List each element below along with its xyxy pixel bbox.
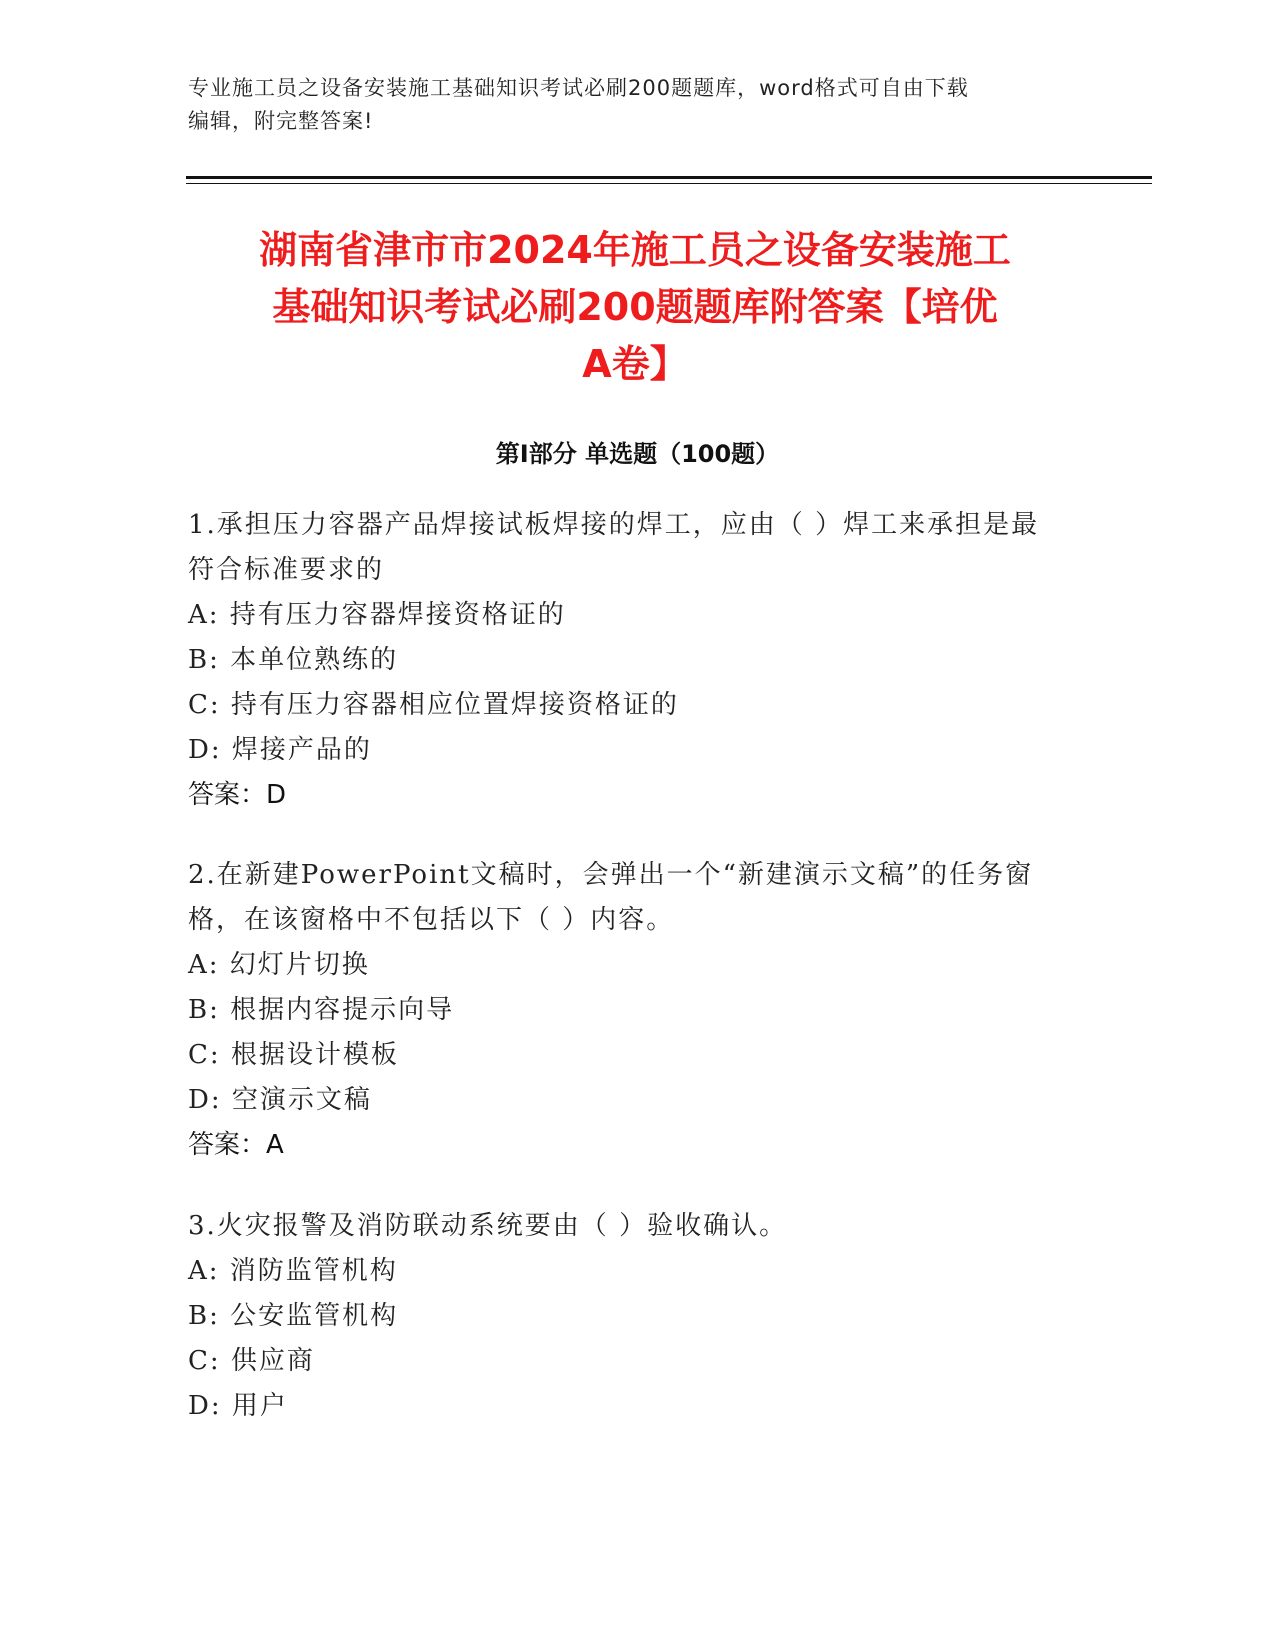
answer: 答案：D <box>188 780 287 810</box>
option-b: B: 公安监管机构 <box>188 1301 399 1331</box>
title-line-3: A卷】 <box>582 342 688 386</box>
header-note-line-1: 专业施工员之设备安装施工基础知识考试必刷200题题库，word格式可自由下载 <box>188 76 969 100</box>
option-d: D: 空演示文稿 <box>188 1085 372 1115</box>
question-stem: 3.火灾报警及消防联动系统要由（ ）验收确认。 <box>188 1211 788 1241</box>
question-stem: 格，在该窗格中不包括以下（ ）内容。 <box>188 905 675 935</box>
header-rule-thin <box>186 183 1152 184</box>
question-2 <box>188 853 1088 1168</box>
document-title <box>180 222 1090 393</box>
question-3 <box>188 1204 1088 1429</box>
title-line-1: 湖南省津市市2024年施工员之设备安装施工 <box>259 228 1011 272</box>
question-stem: 2.在新建PowerPoint文稿时，会弹出一个“新建演示文稿”的任务窗 <box>188 860 1034 890</box>
option-c: C: 根据设计模板 <box>188 1040 399 1070</box>
title-line-2: 基础知识考试必刷200题题库附答案【培优 <box>272 285 998 329</box>
option-c: C: 供应商 <box>188 1346 315 1376</box>
header-note <box>188 72 1088 138</box>
option-a: A: 消防监管机构 <box>188 1256 398 1286</box>
question-stem: 1.承担压力容器产品焊接试板焊接的焊工，应由（ ）焊工来承担是最 <box>188 510 1040 540</box>
option-a: A: 幻灯片切换 <box>188 950 370 980</box>
question-1 <box>188 503 1088 818</box>
header-note-line-2: 编辑，附完整答案! <box>188 109 374 133</box>
answer: 答案：A <box>188 1130 284 1160</box>
option-b: B: 根据内容提示向导 <box>188 995 455 1025</box>
option-a: A: 持有压力容器焊接资格证的 <box>188 600 566 630</box>
option-b: B: 本单位熟练的 <box>188 645 399 675</box>
question-stem: 符合标准要求的 <box>188 555 385 585</box>
option-c: C: 持有压力容器相应位置焊接资格证的 <box>188 690 679 720</box>
section-title: 第I部分 单选题（100题） <box>495 440 780 468</box>
option-d: D: 焊接产品的 <box>188 735 372 765</box>
header-rule-thick <box>186 176 1152 179</box>
option-d: D: 用户 <box>188 1391 288 1421</box>
